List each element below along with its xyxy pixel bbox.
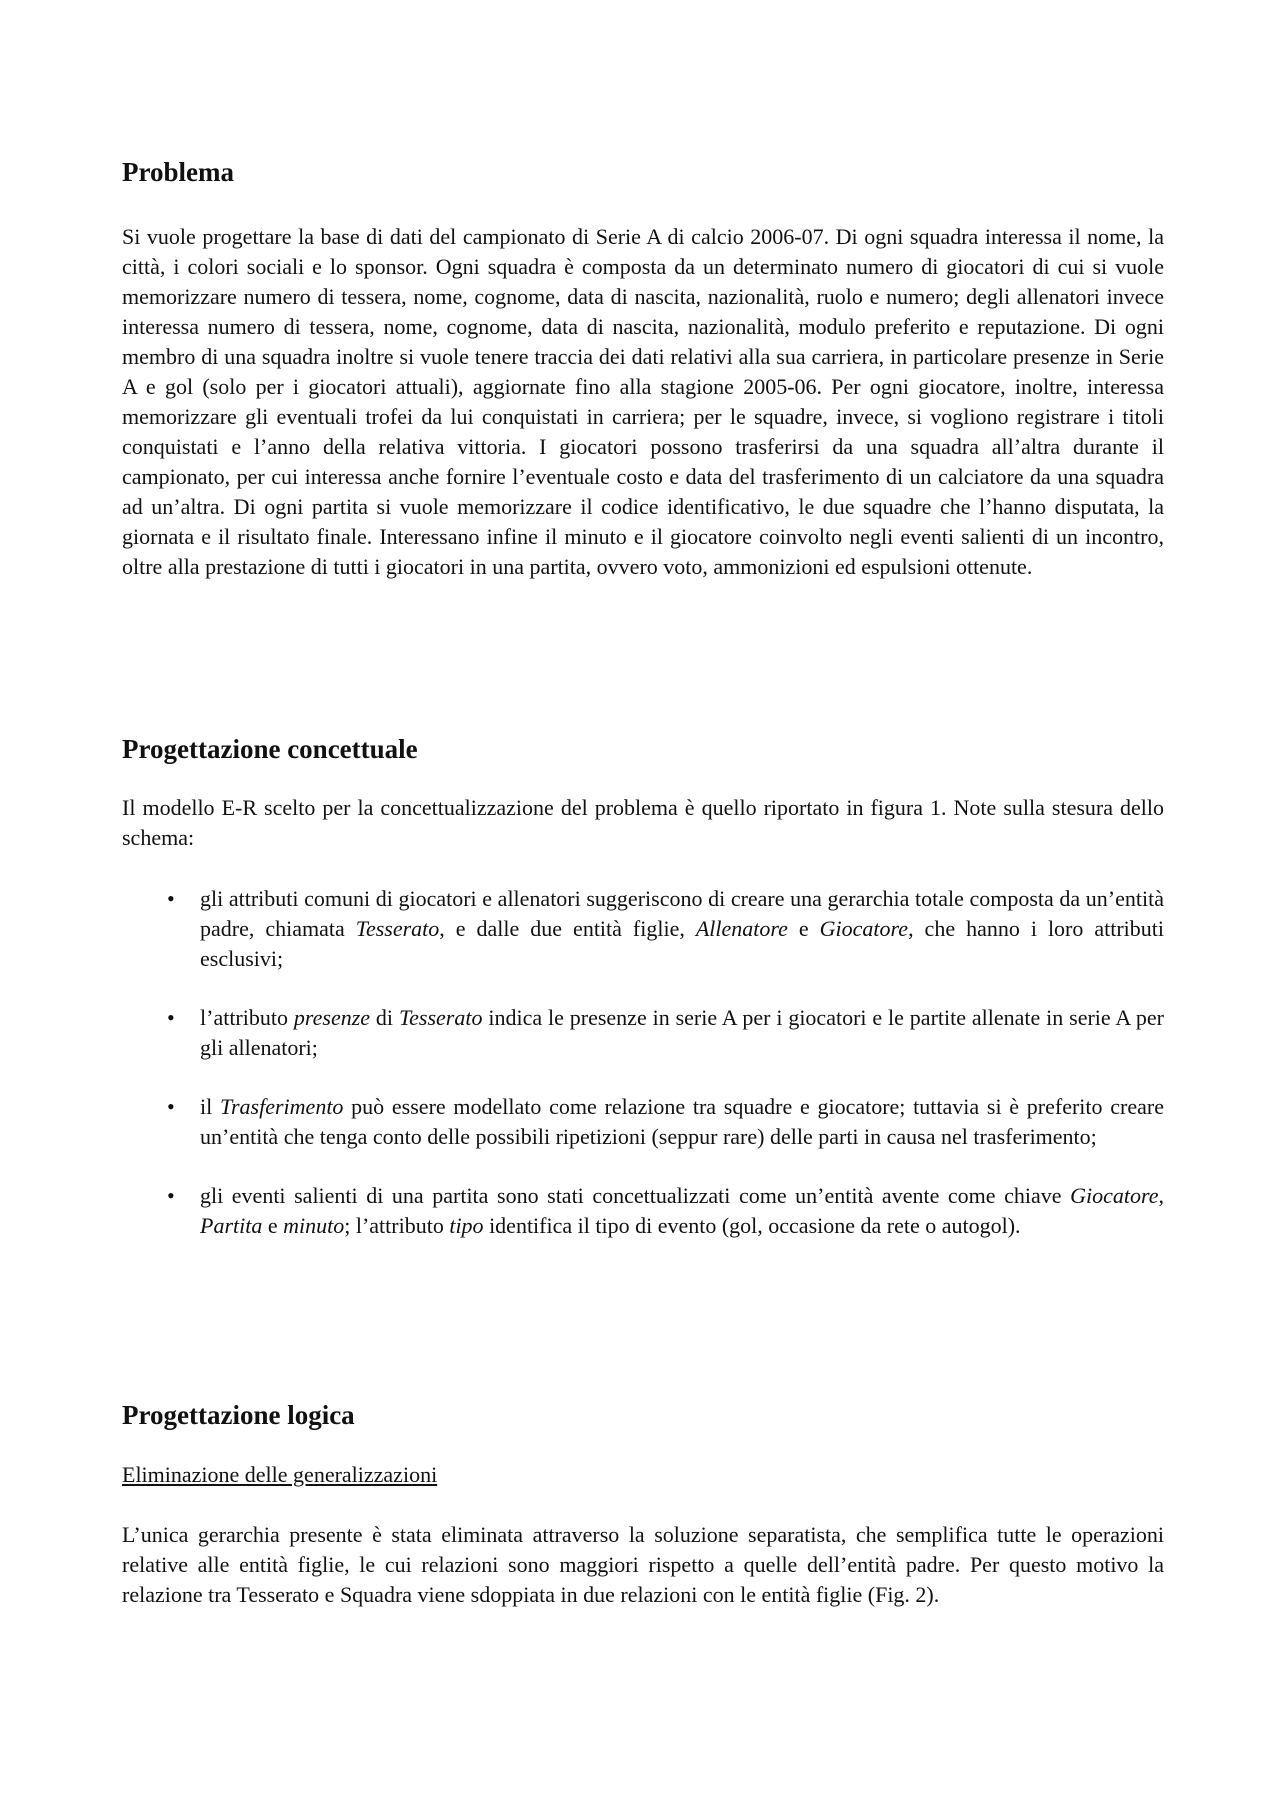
concettuale-intro: Il modello E-R scelto per la concettualizzazione del problema è quello riportato in figura 1. Note sulla stesura dello schema: — [122, 795, 1164, 850]
bullet-item — [122, 884, 1164, 974]
bullet-term: Tesserato — [355, 916, 440, 941]
concettuale-bullet-list — [122, 884, 1164, 1270]
bullet-term: Partita — [200, 1213, 263, 1238]
bullet-icon: • — [167, 1183, 175, 1208]
bullet-text: di — [370, 1005, 399, 1030]
bullet-text: gli eventi salienti di una partita sono stati concettualizzati come un’entità avente come chiave — [200, 1183, 1071, 1208]
bullet-text: può essere modellato come relazione tra squadre e giocatore; tuttavia si è preferito creare un’entità che tenga conto delle possibili ripetizioni (seppur rare) delle parti in causa nel trasferimento; — [200, 1094, 1164, 1149]
bullet-text: ; l’attributo — [344, 1213, 450, 1238]
bullet-item — [122, 1092, 1164, 1152]
bullet-term: Giocatore — [819, 916, 909, 941]
bullet-term: Trasferimento — [219, 1094, 344, 1119]
bullet-term: Tesserato — [398, 1005, 483, 1030]
bullet-text: e — [787, 916, 820, 941]
bullet-text: identifica il tipo di evento (gol, occasione da rete o autogol). — [483, 1213, 1021, 1238]
bullet-text: indica le presenze in serie A per i giocatori e le partite allenate in serie A per gli allenatori; — [200, 1005, 1165, 1060]
bullet-term: minuto — [283, 1213, 345, 1238]
logica-paragraph: L’unica gerarchia presente è stata eliminata attraverso la soluzione separatista, che semplifica tutte le operazioni relative alle entità figlie, le cui relazioni sono maggiori rispetto a quelle dell’entità padre. Per questo motivo la relazione tra Tesserato e Squadra viene sdoppiata in due relazioni con le entità figlie (Fig. 2). — [122, 1522, 1164, 1607]
problema-paragraph: Si vuole progettare la base di dati del campionato di Serie A di calcio 2006-07. Di ogni squadra interessa il nome, la città, i colori sociali e lo sponsor. Ogni squadra è composta da un determinato numero di giocatori di cui si vuole memorizzare numero di tessera, nome, cognome, data di nascita, nazionalità, ruolo e numero; degli allenatori invece interessa numero di tessera, nome, cognome, data di nascita, nazionalità, modulo preferito e reputazione. Di ogni membro di una squadra inoltre si vuole tenere traccia dei dati relativi alla sua carriera, in particolare presenze in Serie A e gol (solo per i giocatori attuali), aggiornate fino alla stagione 2005-06. Per ogni giocatore, inoltre, interessa memorizzare gli eventuali trofei da lui conquistati in carriera; per le squadre, invece, si vogliono registrare i titoli conquistati e l’anno della relativa vittoria. I giocatori possono trasferirsi da una squadra all’altra durante il campionato, per cui interessa anche fornire l’eventuale costo e data del trasferimento di un calciatore da una squadra ad un’altra. Di ogni partita si vuole memorizzare il codice identificativo, le due squadre che l’hanno disputata, la giornata e il risultato finale. Interessano infine il minuto e il giocatore coinvolto negli eventi salienti di un incontro, oltre alla prestazione di tutti i giocatori in una partita, ovvero voto, ammonizioni ed espulsioni ottenute. — [122, 224, 1164, 579]
bullet-text: , che hanno i loro attributi esclusivi; — [200, 916, 1165, 971]
bullet-text: l’attributo — [200, 1005, 294, 1030]
bullet-text: gli attributi comuni di giocatori e allenatori suggeriscono di creare una gerarchia totale composta da un’entità padre, chiamata — [200, 886, 1164, 941]
section-title-logica: Progettazione logica — [122, 1400, 355, 1430]
bullet-text: e — [262, 1213, 284, 1238]
bullet-term: Allenatore — [695, 916, 788, 941]
bullet-icon: • — [167, 886, 175, 911]
section-title-problema: Problema — [122, 157, 234, 187]
bullet-item — [122, 1181, 1164, 1241]
bullet-icon: • — [167, 1005, 175, 1030]
bullet-text: , — [1158, 1183, 1164, 1208]
bullet-term: Giocatore — [1070, 1183, 1159, 1208]
logica-subtitle: Eliminazione delle generalizzazioni — [122, 1462, 438, 1487]
bullet-term: tipo — [449, 1213, 484, 1238]
bullet-text: , e dalle due entità figlie, — [439, 916, 696, 941]
bullet-text: il — [200, 1094, 220, 1119]
section-title-concettuale: Progettazione concettuale — [122, 734, 418, 764]
bullet-item — [122, 1003, 1164, 1063]
bullet-icon: • — [167, 1094, 175, 1119]
bullet-term: presenze — [293, 1005, 371, 1030]
